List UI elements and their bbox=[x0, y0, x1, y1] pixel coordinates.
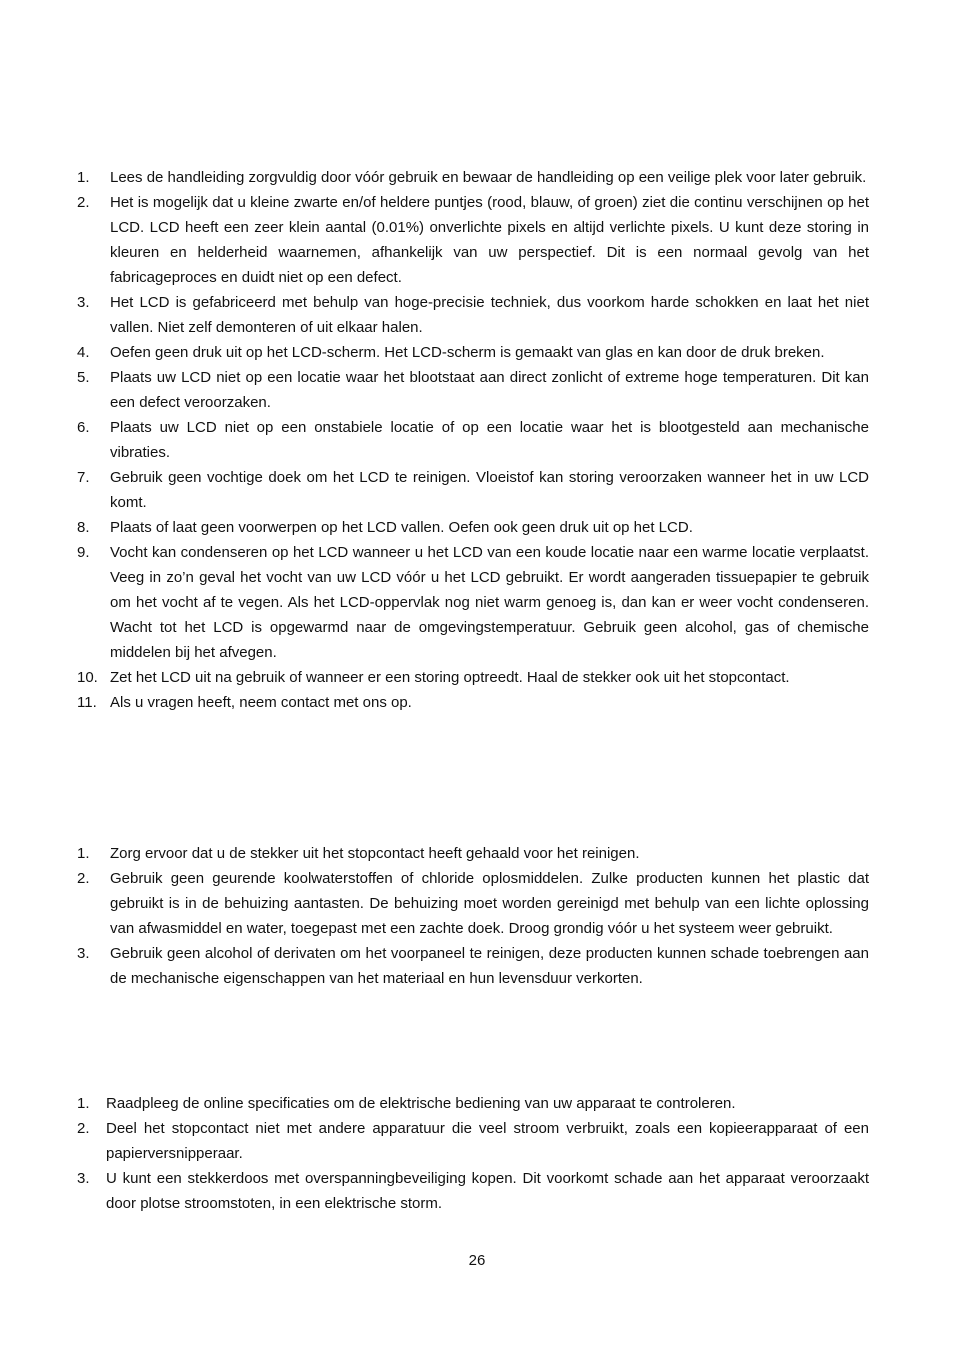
list-item-text: Gebruik geen geurende koolwaterstoffen of chloride oplosmiddelen. Zulke producten kunnen het plastic dat gebruikt is in de behuizing aantasten. De behuizing moet worden gereinigd met behulp van een lichte oplossing van afwasmiddel en water, toegepast met een zachte doek. Droog grondig vóór u het systeem weer gebruikt. bbox=[110, 870, 869, 937]
lcd-precautions-list bbox=[77, 165, 869, 715]
list-item bbox=[77, 415, 869, 465]
list-item-number: 11. bbox=[77, 694, 97, 711]
list-item-text: Plaats of laat geen voorwerpen op het LCD vallen. Oefen ook geen druk uit op het LCD. bbox=[110, 519, 693, 536]
list-item-number: 3. bbox=[77, 294, 90, 311]
list-item-text: Gebruik geen vochtige doek om het LCD te reinigen. Vloeistof kan storing veroorzaken wanneer het in uw LCD komt. bbox=[110, 469, 869, 511]
power-safety-list bbox=[77, 1091, 869, 1216]
list-item bbox=[77, 515, 869, 540]
list-item-number: 7. bbox=[77, 469, 90, 486]
list-item-number: 10. bbox=[77, 669, 98, 686]
list-item-number: 1. bbox=[77, 169, 90, 186]
list-item bbox=[77, 465, 869, 515]
list-item-text: Lees de handleiding zorgvuldig door vóór gebruik en bewaar de handleiding op een veilige plek voor later gebruik. bbox=[110, 169, 867, 186]
list-item bbox=[77, 540, 869, 665]
list-item-text: Vocht kan condenseren op het LCD wanneer u het LCD van een koude locatie naar een warme locatie verplaatst. Veeg in zo’n geval het vocht van uw LCD vóór u het LCD gebruikt. Er wordt aangeraden tissuepapier te gebruik om het vocht af te vegen. Als het LCD-oppervlak nog niet warm genoeg is, dan kan er weer vocht condenseren. Wacht tot het LCD is opgewarmd naar de omgevingstemperatuur. Gebruik geen alcohol, gas of chemische middelen bij het afvegen. bbox=[110, 544, 869, 661]
list-item-number: 9. bbox=[77, 544, 90, 561]
cleaning-instructions-list bbox=[77, 841, 869, 991]
list-item-text: U kunt een stekkerdoos met overspanningbeveiliging kopen. Dit voorkomt schade aan het apparaat veroorzaakt door plotse stroomstoten, in een elektrische storm. bbox=[106, 1170, 869, 1212]
list-item bbox=[77, 665, 869, 690]
list-item bbox=[77, 340, 869, 365]
list-item bbox=[77, 841, 869, 866]
list-item bbox=[77, 365, 869, 415]
list-item bbox=[77, 1166, 869, 1216]
list-item-text: Gebruik geen alcohol of derivaten om het voorpaneel te reinigen, deze producten kunnen schade toebrengen aan de mechanische eigenschappen van het materiaal en hun levensduur verkorten. bbox=[110, 945, 869, 987]
list-item-number: 2. bbox=[77, 870, 90, 887]
list-item-text: Oefen geen druk uit op het LCD-scherm. Het LCD-scherm is gemaakt van glas en kan door de druk breken. bbox=[110, 344, 825, 361]
list-item-text: Raadpleeg de online specificaties om de elektrische bediening van uw apparaat te controleren. bbox=[106, 1095, 736, 1112]
list-item-number: 3. bbox=[77, 945, 90, 962]
list-item-number: 6. bbox=[77, 419, 90, 436]
list-item-number: 3. bbox=[77, 1170, 90, 1187]
list-item-number: 2. bbox=[77, 1120, 90, 1137]
list-item bbox=[77, 1116, 869, 1166]
list-item-text: Zet het LCD uit na gebruik of wanneer er een storing optreedt. Haal de stekker ook uit het stopcontact. bbox=[110, 669, 790, 686]
list-item-text: Het LCD is gefabriceerd met behulp van hoge-precisie techniek, dus voorkom harde schokken en laat het niet vallen. Niet zelf demonteren of uit elkaar halen. bbox=[110, 294, 869, 336]
list-item-number: 2. bbox=[77, 194, 90, 211]
list-item-number: 1. bbox=[77, 845, 90, 862]
list-item bbox=[77, 941, 869, 991]
list-item-number: 8. bbox=[77, 519, 90, 536]
list-item-text: Plaats uw LCD niet op een onstabiele locatie of op een locatie waar het is blootgesteld aan mechanische vibraties. bbox=[110, 419, 869, 461]
list-item-text: Het is mogelijk dat u kleine zwarte en/of heldere puntjes (rood, blauw, of groen) ziet die continu verschijnen op het LCD. LCD heeft een zeer klein aantal (0.01%) onverlichte pixels en altijd verlichte pixels. U kunt deze storing in kleuren en helderheid waarnemen, afhankelijk van uw perspectief. Dit is een normaal gevolg van het fabricageproces en duidt niet op een defect. bbox=[110, 194, 869, 286]
list-item-text: Zorg ervoor dat u de stekker uit het stopcontact heeft gehaald voor het reinigen. bbox=[110, 845, 640, 862]
list-item bbox=[77, 190, 869, 290]
list-item bbox=[77, 690, 869, 715]
list-item bbox=[77, 866, 869, 941]
list-item-number: 5. bbox=[77, 369, 90, 386]
list-item bbox=[77, 1091, 869, 1116]
list-item bbox=[77, 165, 869, 190]
list-item-text: Plaats uw LCD niet op een locatie waar het blootstaat aan direct zonlicht of extreme hoge temperaturen. Dit kan een defect veroorzaken. bbox=[110, 369, 869, 411]
list-item-number: 4. bbox=[77, 344, 90, 361]
list-item-text: Deel het stopcontact niet met andere apparatuur die veel stroom verbruikt, zoals een kopieerapparaat of een papierversnipperaar. bbox=[106, 1120, 869, 1162]
page-number: 26 bbox=[468, 1252, 486, 1269]
list-item-text: Als u vragen heeft, neem contact met ons op. bbox=[110, 694, 412, 711]
list-item bbox=[77, 290, 869, 340]
list-item-number: 1. bbox=[77, 1095, 90, 1112]
